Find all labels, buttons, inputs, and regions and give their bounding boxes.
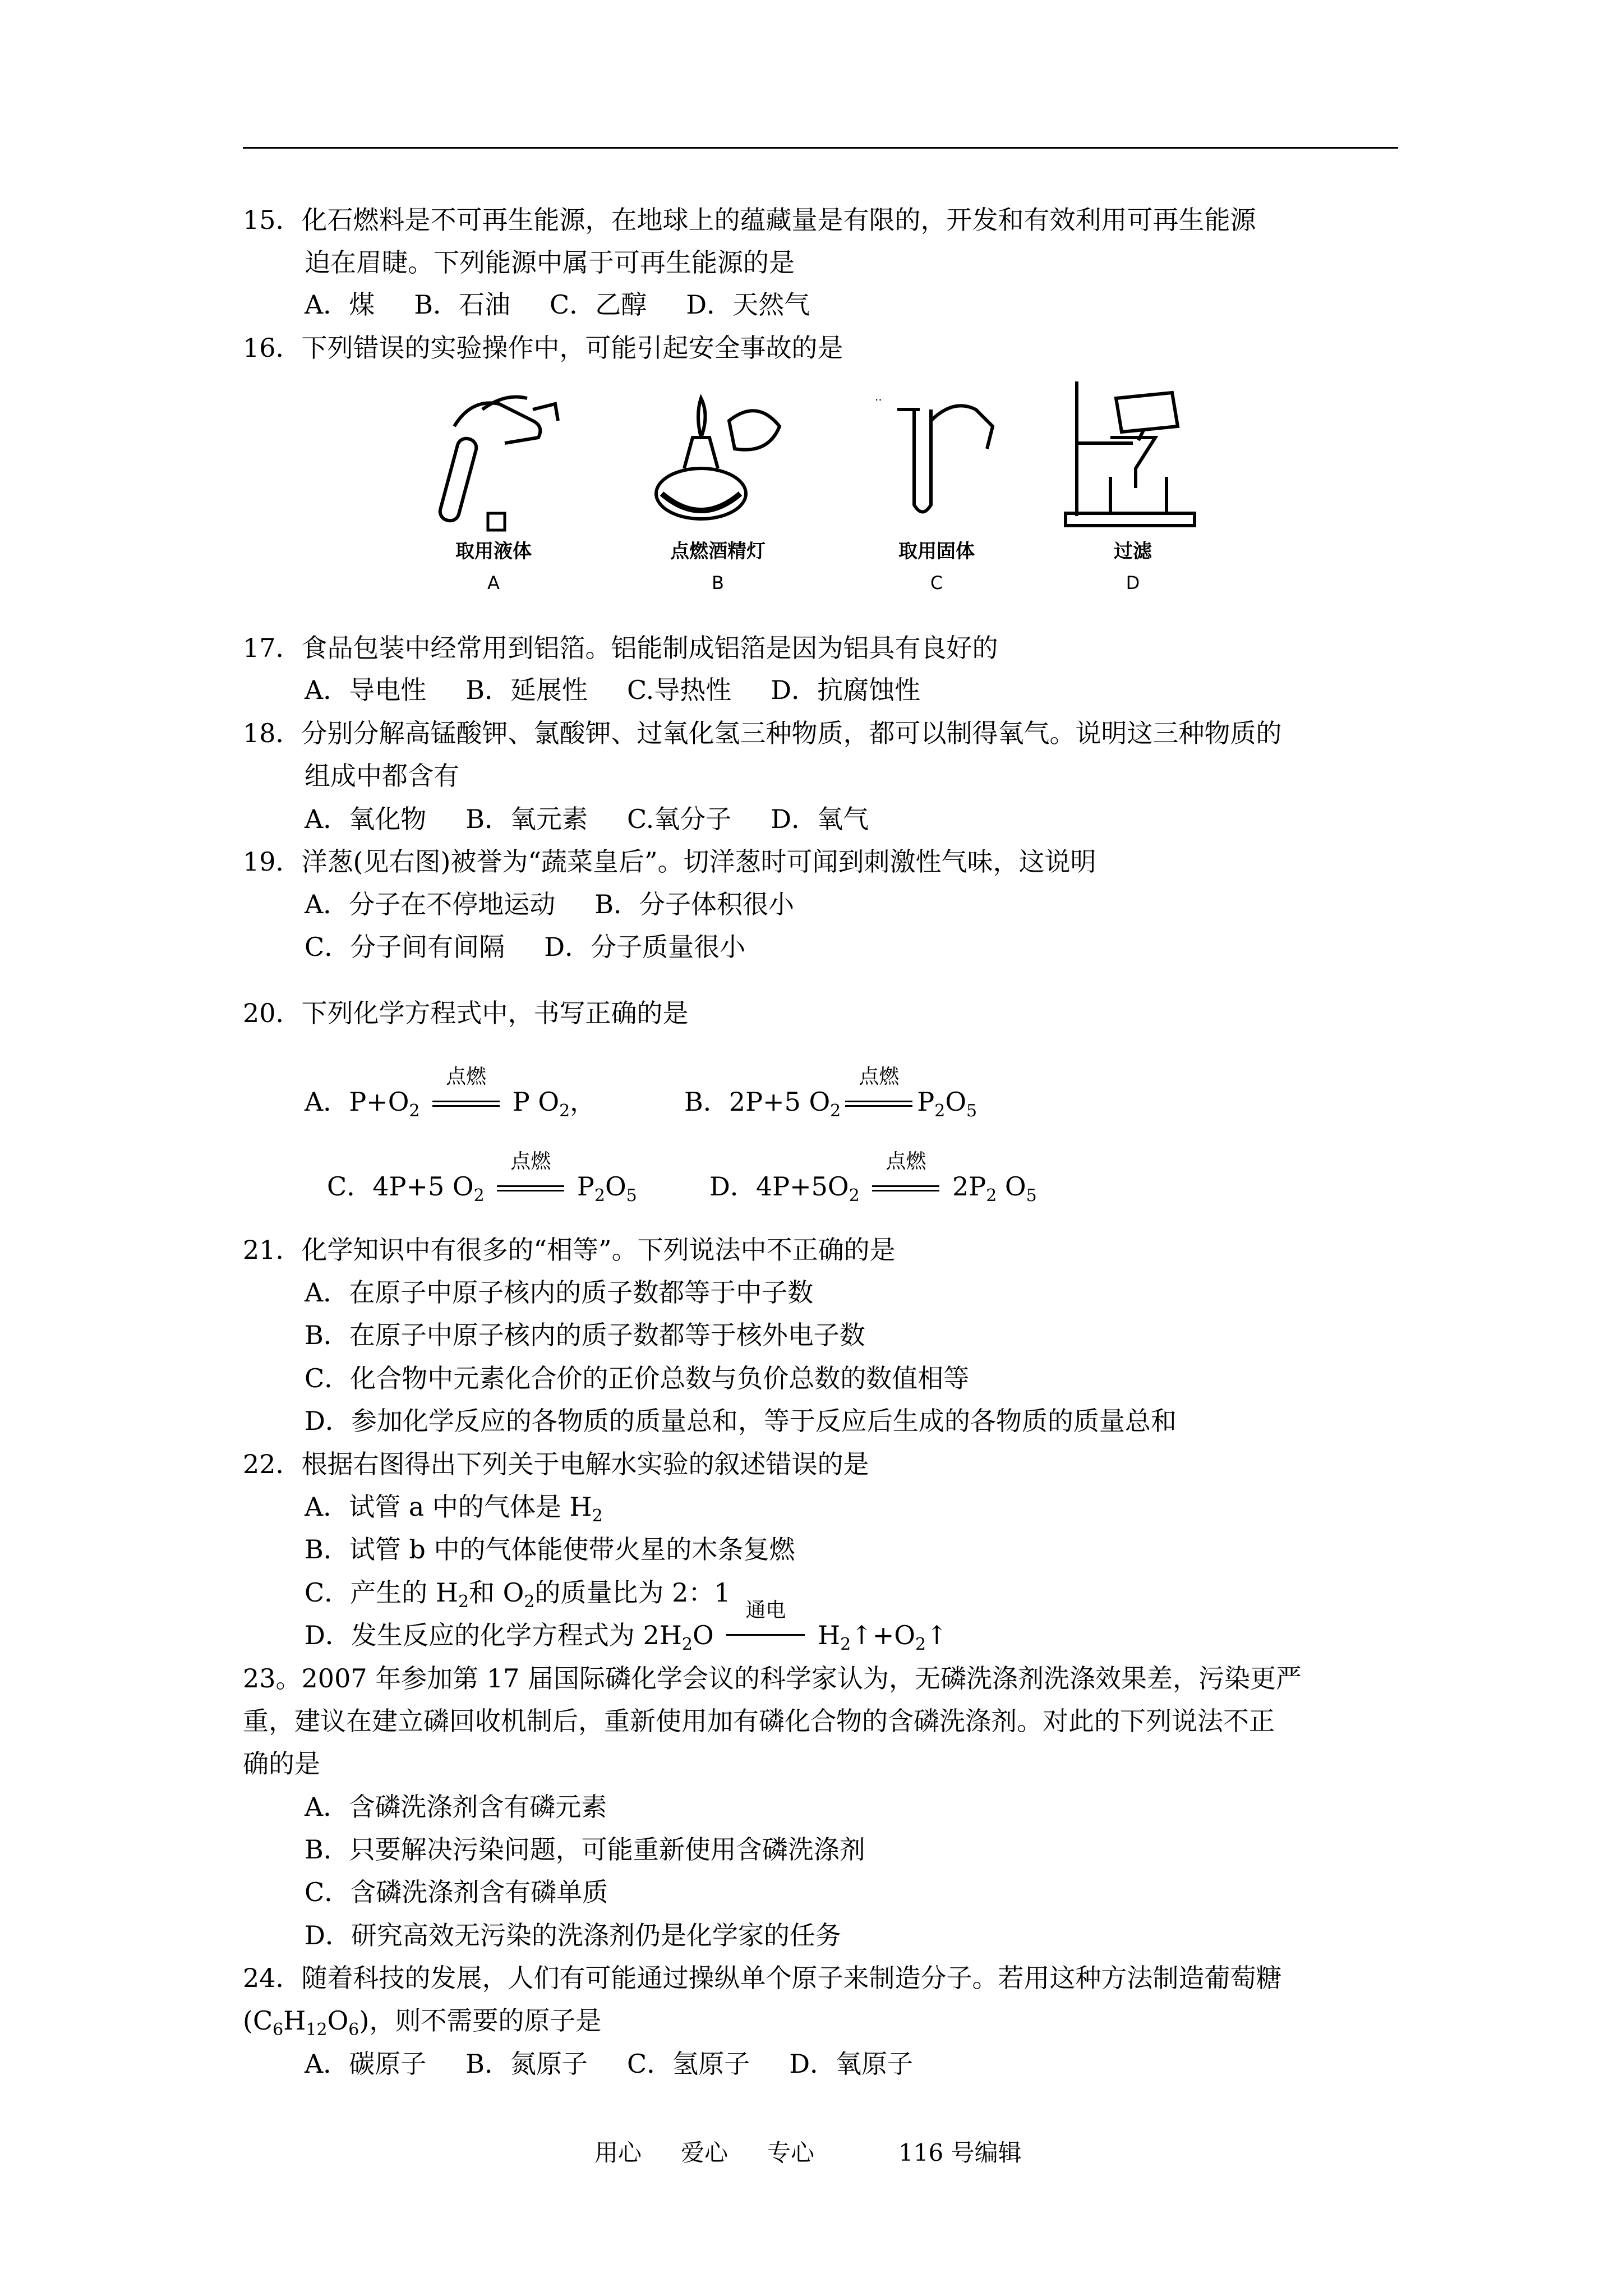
q15-option-d: D．天然气 — [686, 289, 810, 320]
footer-item-3: 专心 — [767, 2139, 815, 2166]
q21-stem: 21．化学知识中有很多的“相等”。下列说法中不正确的是 — [243, 1235, 896, 1265]
q24-stem-line2: $(C_6H_{12}O_6)$，则不需要的原子是 — [243, 2005, 602, 2040]
q18-stem-line2: 组成中都含有 — [305, 761, 459, 791]
header-rule — [243, 147, 1398, 149]
q16-fig-a-letter: A — [487, 572, 500, 593]
q17-option-b: B．延展性 — [465, 675, 588, 705]
svg-text:··: ·· — [875, 393, 882, 407]
q20-equation-a: A．$P+O_2$ 点燃 P $O_2$， — [305, 1065, 596, 1121]
q18-options — [305, 802, 908, 836]
q23-option-c: C．含磷洗涤剂含有磷单质 — [305, 1877, 608, 1907]
q21-option-b: B．在原子中原子核内的质子数都等于核外电子数 — [305, 1320, 865, 1350]
q21-option-a: A．在原子中原子核内的质子数都等于中子数 — [305, 1277, 814, 1308]
q22-option-c: C．产生的 $H_2$和 $O_2$的质量比为 2：1 — [305, 1577, 731, 1612]
electrolysis-condition-arrow: 通电 — [726, 1618, 805, 1652]
q15-option-a: A．煤 — [305, 289, 375, 320]
q23-option-d: D．研究高效无污染的洗涤剂仍是化学家的任务 — [305, 1920, 841, 1950]
footer-item-4: 116 号编辑 — [898, 2139, 1022, 2166]
q24-options — [305, 2047, 952, 2081]
footer-item-1: 用心 — [594, 2139, 642, 2166]
page-footer — [594, 2134, 1061, 2168]
q17-stem: 17．食品包装中经常用到铝箔。铝能制成铝箔是因为铝具有良好的 — [243, 633, 998, 663]
q19-options-row1 — [305, 887, 833, 921]
q16-fig-b-letter: B — [712, 572, 724, 593]
q19-options-row2 — [305, 930, 785, 964]
q15-stem-line1: 15．化石燃料是不可再生能源，在地球上的蕴藏量是有限的，开发和有效利用可再生能源 — [243, 205, 1256, 235]
q17-option-d: D．抗腐蚀性 — [771, 675, 921, 705]
q15-stem-line2: 迫在眉睫。下列能源中属于可再生能源的是 — [305, 247, 795, 278]
reaction-condition-arrow: 点燃 — [845, 1085, 912, 1119]
q21-option-d: D．参加化学反应的各物质的质量总和，等于反应后生成的各物质的质量总和 — [305, 1406, 1177, 1436]
q19-option-d: D．分子质量很小 — [544, 932, 746, 962]
q16-fig-d-label: 过滤 — [1114, 540, 1152, 563]
q20-equation-b: B．2P+5 $O_2$ 点燃 $P_2O_5$ — [684, 1065, 978, 1121]
q18-option-d: D．氧气 — [771, 804, 869, 834]
q16-fig-d-letter: D — [1126, 572, 1140, 593]
reaction-condition-arrow: 点燃 — [872, 1170, 939, 1203]
q24-option-b: B．氮原子 — [465, 2049, 588, 2079]
q15-option-c: C．乙醇 — [550, 289, 647, 320]
q23-option-a: A．含磷洗涤剂含有磷元素 — [305, 1792, 607, 1822]
alcohol-lamp-icon — [645, 387, 791, 533]
q20-equation-d: D．$4P+5O_2$ 点燃 $2P_2$ $O_5$ — [709, 1150, 1037, 1205]
q22-option-b: B．试管 b 中的气体能使带火星的木条复燃 — [305, 1534, 795, 1565]
q23-stem-line2: 重，建议在建立磷回收机制后，重新使用加有磷化合物的含磷洗涤剂。对此的下列说法不正 — [243, 1706, 1275, 1736]
q18-stem-line1: 18．分别分解高锰酸钾、氯酸钾、过氧化氢三种物质，都可以制得氧气。说明这三种物质的 — [243, 718, 1282, 748]
q19-option-c: C．分子间有间隔 — [305, 932, 505, 962]
q16-fig-a-label: 取用液体 — [455, 540, 532, 563]
q17-options — [305, 673, 960, 707]
q24-stem-line1: 24．随着科技的发展，人们有可能通过操纵单个原子来制造分子。若用这种方法制造葡萄糖 — [243, 1963, 1282, 1993]
test-tube-pour-icon — [421, 387, 566, 533]
q16-fig-c-letter: C — [930, 572, 943, 593]
q16-stem: 16．下列错误的实验操作中，可能引起安全事故的是 — [243, 333, 843, 363]
q24-option-d: D．氧原子 — [789, 2049, 914, 2079]
q23-stem-line3: 确的是 — [243, 1749, 320, 1779]
q17-option-c: C.导热性 — [627, 675, 732, 705]
q24-option-c: C．氢原子 — [627, 2049, 750, 2079]
q19-option-a: A．分子在不停地运动 — [305, 889, 556, 919]
q19-option-b: B．分子体积很小 — [594, 889, 795, 919]
filtration-icon — [1060, 376, 1206, 533]
q24-option-a: A．碳原子 — [305, 2049, 427, 2079]
test-tube-solid-icon — [864, 387, 1009, 533]
q16-fig-b-label: 点燃酒精灯 — [670, 540, 766, 563]
q18-option-a: A．氧化物 — [305, 804, 427, 834]
q17-option-a: A．导电性 — [305, 675, 427, 705]
q23-stem-line1: 23。2007 年参加第 17 届国际磷化学会议的科学家认为，无磷洗涤剂洗涤效果差，污染更严 — [243, 1663, 1302, 1694]
q15-option-b: B．石油 — [414, 289, 511, 320]
q20-stem: 20．下列化学方程式中，书写正确的是 — [243, 998, 689, 1028]
footer-item-2: 爱心 — [681, 2139, 728, 2166]
q19-stem: 19．洋葱(见右图)被誉为“蔬菜皇后”。切洋葱时可闻到刺激性气味，这说明 — [243, 846, 1096, 877]
q23-option-b: B．只要解决污染问题，可能重新使用含磷洗涤剂 — [305, 1834, 865, 1865]
q22-stem: 22．根据右图得出下列关于电解水实验的叙述错误的是 — [243, 1449, 869, 1479]
q21-option-c: C．化合物中元素化合价的正价总数与负价总数的数值相等 — [305, 1363, 970, 1393]
q18-option-c: C.氧分子 — [627, 804, 732, 834]
q18-option-b: B．氧元素 — [465, 804, 588, 834]
reaction-condition-arrow: 点燃 — [432, 1085, 500, 1119]
q15-options — [305, 288, 849, 321]
reaction-condition-arrow: 点燃 — [497, 1170, 564, 1203]
q20-equation-c: C．4P+5 $O_2$ 点燃 $P_2O_5$ — [327, 1150, 637, 1205]
q16-figures — [409, 387, 1217, 611]
q22-option-a: A．试管 a 中的气体是 $H_2$ — [305, 1492, 603, 1526]
q22-option-d: D．发生反应的化学方程式为 $2H_2O$ 通电 $H_2↑+O_2↑$ — [305, 1599, 948, 1654]
q16-fig-c-label: 取用固体 — [898, 540, 975, 563]
